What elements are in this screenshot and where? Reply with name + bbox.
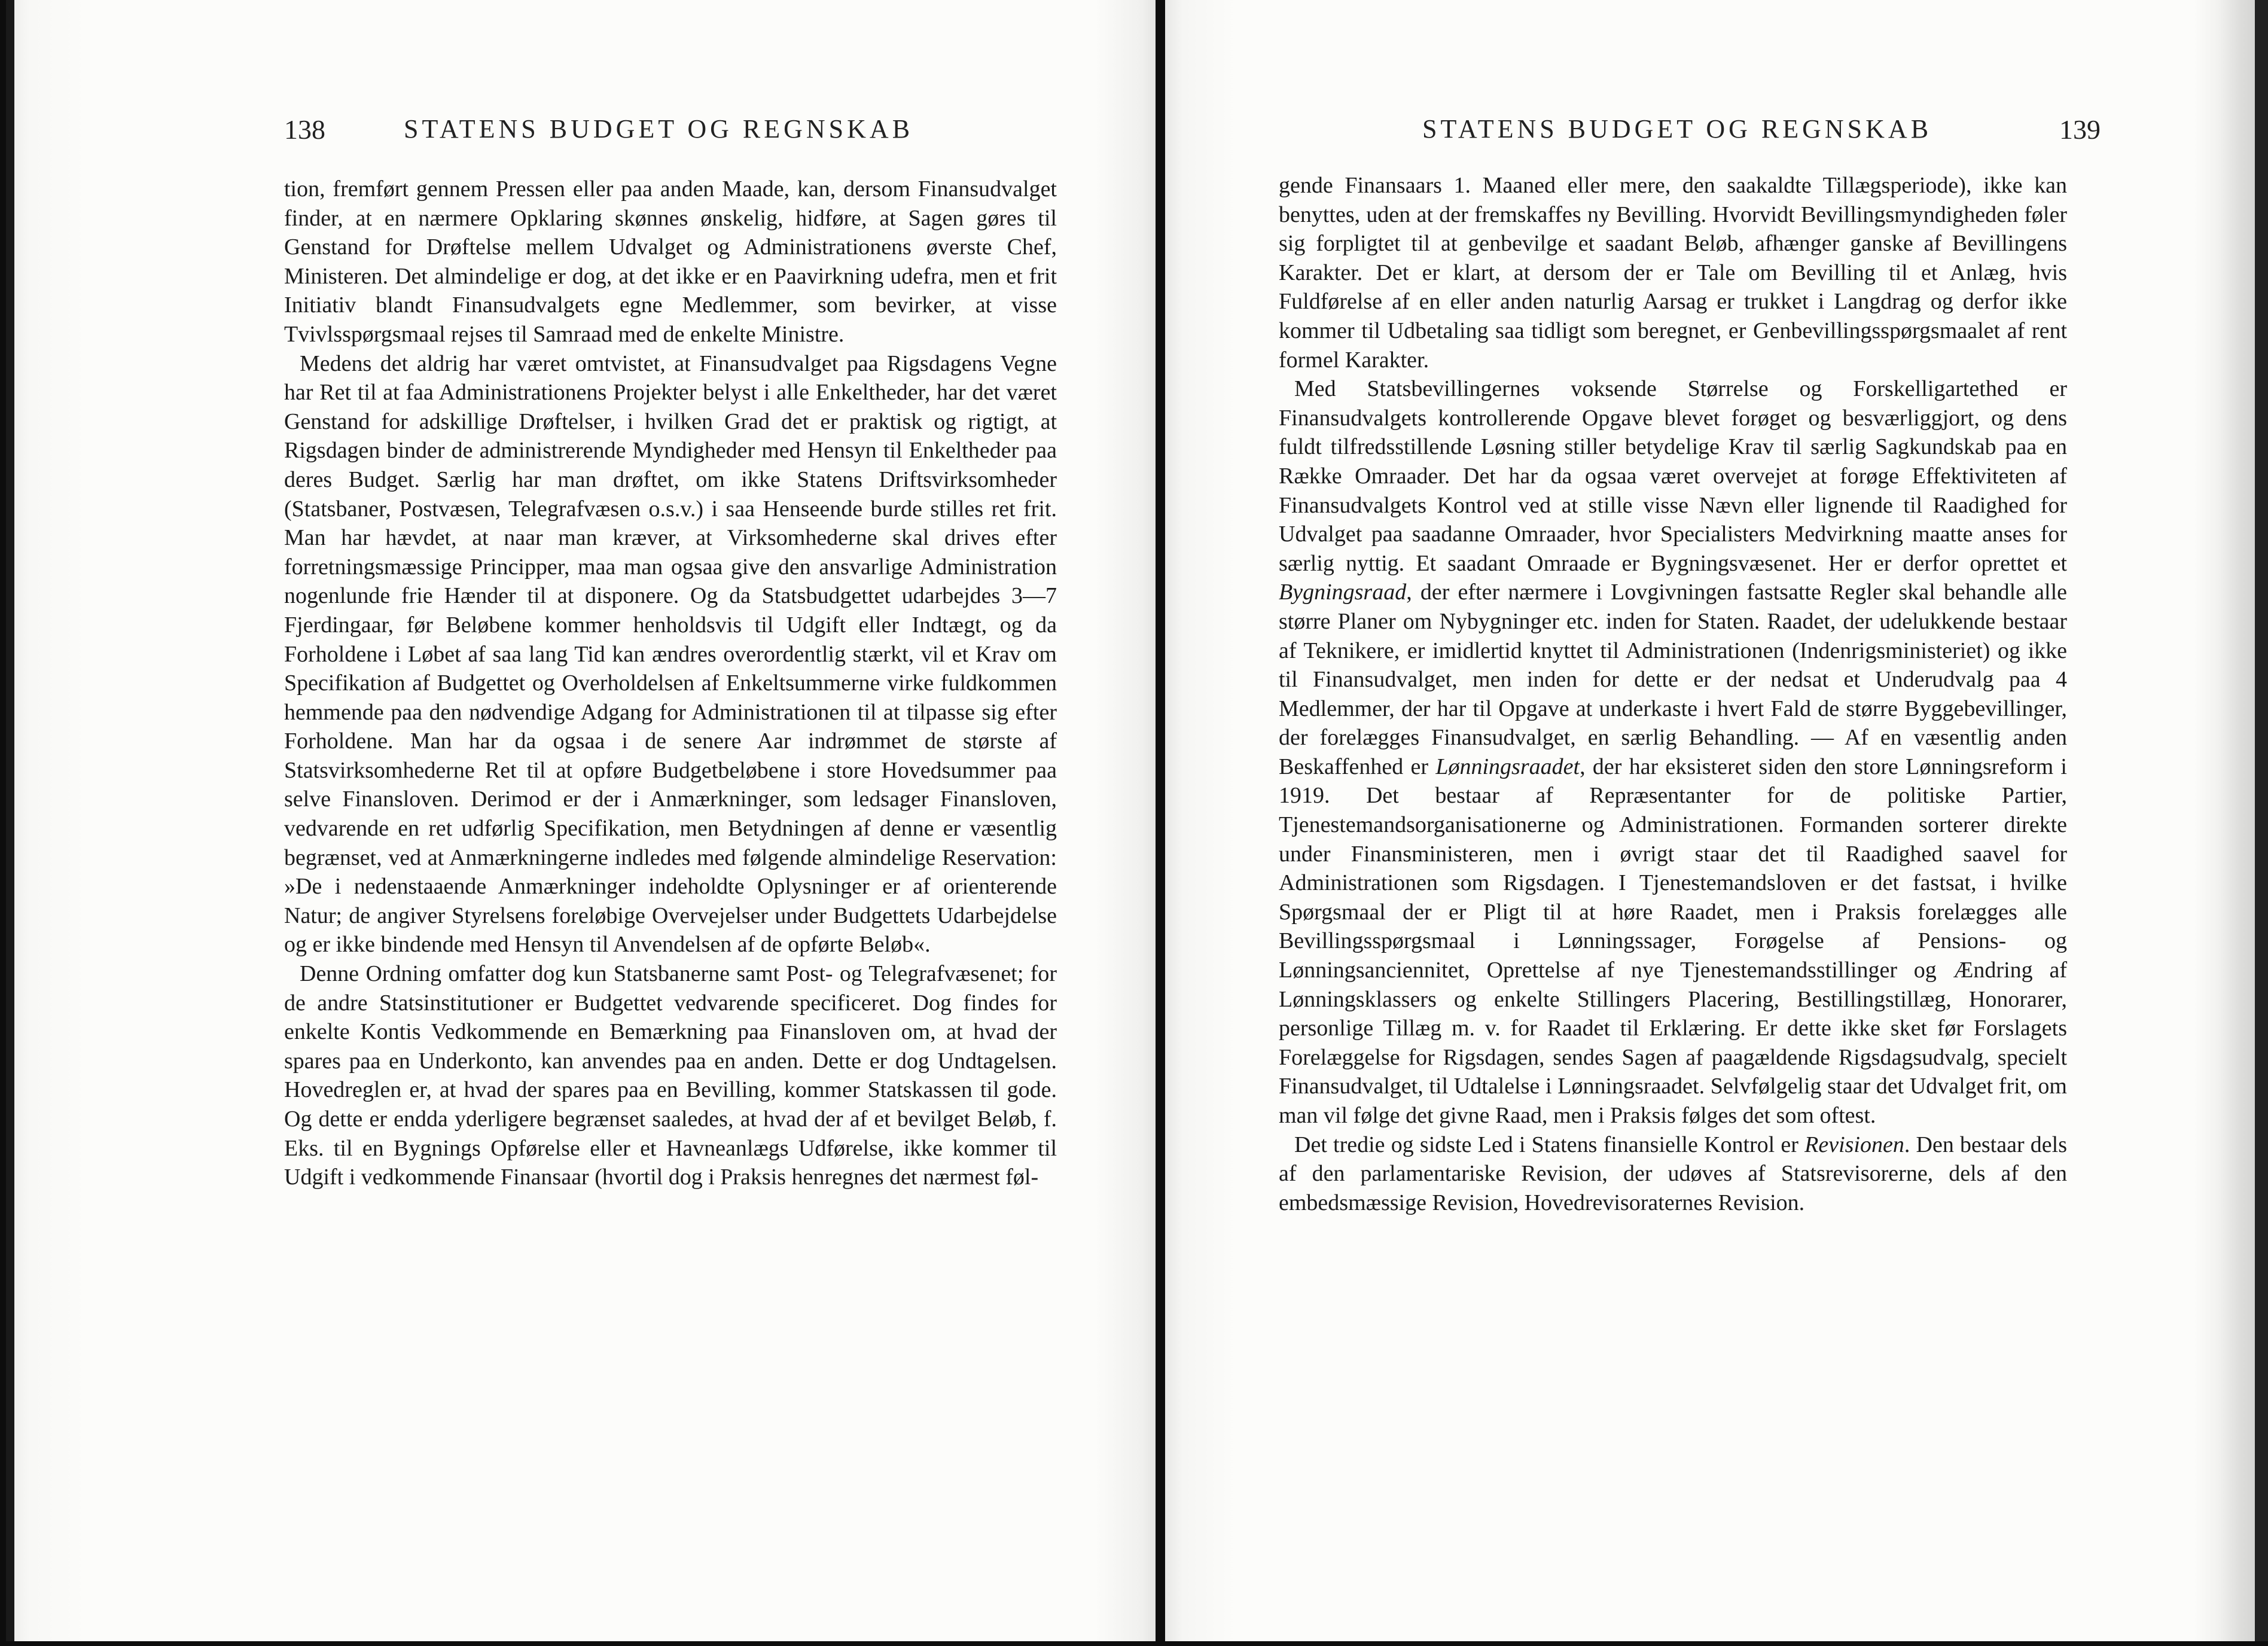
page-edge <box>6 0 14 1641</box>
paragraph <box>1279 374 2067 1130</box>
paragraph: Denne Ordning omfatter dog kun Statsbanerne samt Post- og Telegrafvæsenet; for de andre Statsinstitutioner er Budgettet vedvarende specificeret. Dog findes for enkelte Kontis Vedkommende en Bemærkning paa Finansloven om, at hvad der spares paa en Underkonto, kan anvendes paa en anden. Dette er dog Undtagelsen. Hovedreglen er, at hvad der spares paa en Bevilling, kommer Statskassen til gode. Og dette er endda yderligere begrænset saaledes, at hvad der af et bevilget Beløb, f. Eks. til en Bygnings Opførelse eller et Havneanlægs Udførelse, ikke kommer til Udgift i vedkommende Finansaar (hvortil dog i Praksis henregnes det nærmest føl- <box>284 961 1057 1190</box>
right-page <box>1165 0 2268 1641</box>
running-head: STATENS BUDGET OG REGNSKAB <box>1422 114 1932 144</box>
text-run: Med Statsbevillingernes voksende Størrelse og Forskelligartethed er Finansudvalgets kontrollerende Opgave blevet forøget og besværliggjort, og dens fuldt tilfredsstillende Løsning stiller betydelige Krav til særlig Sagkundskab paa en Række Omraader. Det har da ogsaa været overvejet at forøge Effektiviteten af Finansudvalgets Kontrol ved at stille visse Nævn eller lignende til Raadighed for Udvalget paa saadanne Omraader, hvor Specialisters Medvirkning maatte anses for særlig nyttig. Et saadant Omraade er Bygningsvæsenet. Her er derfor oprettet et <box>1279 376 2067 576</box>
page-number: 138 <box>284 114 325 145</box>
paragraph <box>1279 1130 2067 1218</box>
text-run: Det tredie og sidste Led i Statens finansielle Kontrol er <box>1294 1132 1805 1157</box>
left-page <box>6 0 1156 1641</box>
text-run: , der har eksisteret siden den store Lønningsreform i 1919. Det bestaar af Repræsentanter for de politiske Partier, Tjenestemandsorganisationerne og Administrationen. Formanden sorterer direkte under Finansministeren, men i øvrigt staar det til Raadighed saavel for Administrationen som Rigsdagen. I Tjenestemandsloven er det fastsat, i hvilke Spørgsmaal der er Pligt til at høre Raadet, men i Praksis forelægges alle Bevillingsspørgsmaal i Lønningssager, Forøgelse af Pensions- og Lønningsanciennitet, Oprettelse af nye Tjenestemandsstillinger og Ændring af Lønningsklassers og enkelte Stillingers Placering, Bestillingstillæg, Honorarer, personlige Tillæg m. v. for Raadet til Erklæring. Er dette ikke sket før Forslagets Forelæggelse for Rigsdagen, sendes Sagen af paagældende Rigsdagsudvalg, specielt Finansudvalget, til Udtalelse i Lønningsraadet. Selvfølgelig staar det Udvalget frit, om man vil følge det givne Raad, men i Praksis følges det som oftest. <box>1279 754 2067 1128</box>
running-head: STATENS BUDGET OG REGNSKAB <box>404 114 914 144</box>
text-run: . Den bestaar dels af den parlamentariske Revision, der udøves af Statsrevisorerne, dels af den embedsmæssige Revision, Hovedrevisoraternes Revision. <box>1279 1132 2067 1215</box>
italic-term: Revisionen <box>1804 1132 1904 1157</box>
paragraph: gende Finansaars 1. Maaned eller mere, den saakaldte Tillægsperiode), ikke kan benyttes, uden at der fremskaffes ny Bevilling. Hvorvidt Bevillingsmyndigheden føler sig forpligtet til at genbevilge et saadant Beløb, afhænger ganske af Bevillingens Karakter. Det er klart, at dersom der er Tale om Bevilling til et Anlæg, hvis Fuldførelse af en eller anden naturlig Aarsag er trukket i Langdrag og derfor ikke kommer til Udbetaling saa tidligt som beregnet, er Genbevillingsspørgsmaalet af rent formel Karakter. <box>1279 173 2067 373</box>
paragraph: tion, fremført gennem Pressen eller paa anden Maade, kan, dersom Finansudvalget finder, at en nærmere Opklaring skønnes ønskelig, hidføre, at Sagen gøres til Genstand for Drøftelse mellem Udvalget og Administrationens øverste Chef, Ministeren. Det almindelige er dog, at det ikke er en Paavirkning udefra, men et frit Initiativ blandt Finansudvalgets egne Medlemmer, som bevirker, at visse Tvivlsspørgsmaal rejses til Samraad med de enkelte Ministre. <box>284 176 1057 347</box>
body-text <box>284 175 1057 1192</box>
italic-term: Lønningsraadet <box>1435 754 1580 779</box>
body-text <box>1279 171 2067 1217</box>
paragraph: Medens det aldrig har været omtvistet, at Finansudvalget paa Rigsdagens Vegne har Ret til at faa Administrationens Projekter belyst i alle Enkeltheder, har det været Genstand for adskillige Drøftelser, i hvilken Grad det er praktisk og rigtigt, at Rigsdagen binder de administrerende Myndigheder med Hensyn til Enkeltheder paa deres Budget. Særlig har man drøftet, om ikke Statens Driftsvirksomheder (Statsbaner, Postvæsen, Telegrafvæsen o.s.v.) i saa Henseende burde stilles ret frit. Man har hævdet, at naar man kræver, at Virksomhederne skal drives efter forretningsmæssige Principper, maa man ogsaa give den ansvarlige Administration nogenlunde frie Hænder til at disponere. Og da Statsbudgettet udarbejdes 3—7 Fjerdingaar, før Beløbene kommer henholdsvis til Udgift eller Indtægt, og da Forholdene i Løbet af saa lang Tid kan ændres overordentlig stærkt, vil et Krav om Specifikation af Budgettet og Overholdelsen af Enkeltsummerne virke fuldkommen hemmende paa den nødvendige Adgang for Administrationen til at tilpasse sig efter Forholdene. Man har da ogsaa i de senere Aar indrømmet de største af Statsvirksomhederne Ret til at opføre Budgetbeløbene i store Hovedsummer paa selve Finansloven. Derimod er der i Anmærkninger, som ledsager Finansloven, vedvarende en ret udførlig Specifikation, men Betydningen af denne er væsentlig begrænset, ved at Anmærkningerne indledes med følgende almindelige Reservation: »De i nedenstaaende Anmærkninger indeholdte Oplysninger er af orienterende Natur; de angiver Styrelsens foreløbige Overvejelser under Budgettets Udarbejdelse og er ikke bindende med Hensyn til Anvendelsen af de opførte Beløb«. <box>284 350 1057 958</box>
italic-term: Bygningsraad <box>1279 580 1407 605</box>
page-number: 139 <box>2059 114 2101 145</box>
text-run: , der efter nærmere i Lovgivningen fastsatte Regler skal behandle alle større Planer om Nybygninger etc. inden for Staten. Raadet, der udelukkende bestaar af Teknikere, er imidlertid knyttet til Administrationen (Indenrigsministeriet) og ikke til Finansudvalget, men inden for dette er der nedsat et Underudvalg paa 4 Medlemmer, der har til Opgave at underkaste i hvert Fald de større Byggebevillinger, der forelægges Finansudvalget, en særlig Behandling. — Af en væsentlig anden Beskaffenhed er <box>1279 580 2067 779</box>
page-edge <box>2255 0 2268 1641</box>
